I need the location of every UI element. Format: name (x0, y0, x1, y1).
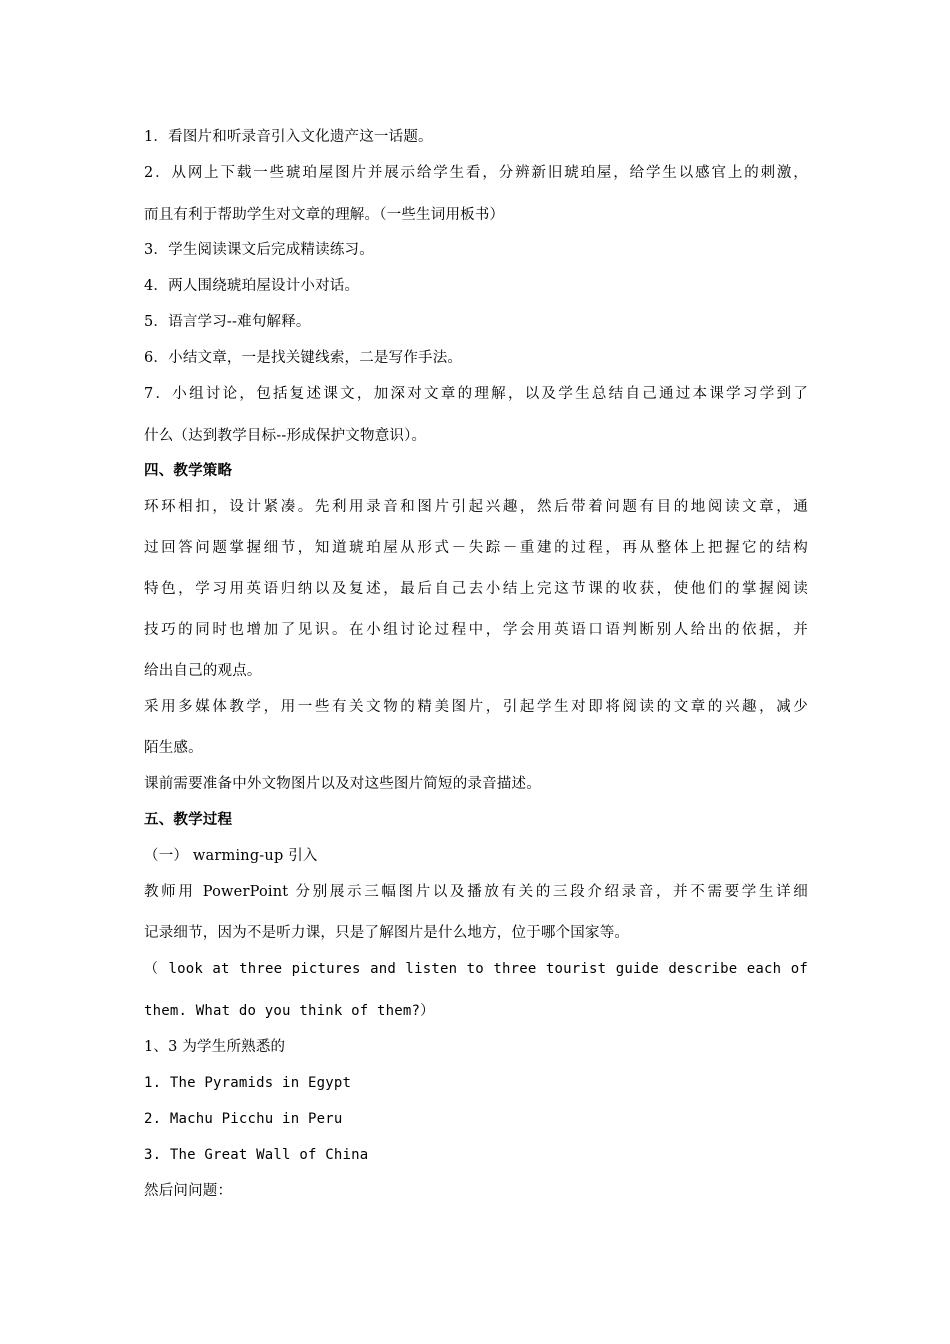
strategy-paragraph-line-3: 特色，学习用英语归纳以及复述，最后自己去小结上完这节课的收获，使他们的掌握阅读 (144, 581, 808, 597)
preparation-line: 课前需要准备中外文物图片以及对这些图片简短的录音描述。 (144, 776, 541, 792)
strategy-paragraph-line-2: 过回答问题掌握细节，知道琥珀屋从形式－失踪－重建的过程，再从整体上把握它的结构 (144, 540, 808, 556)
strategy-paragraph-line-5: 给出自己的观点。 (144, 663, 262, 679)
list-item-great-wall: 3. The Great Wall of China (144, 1147, 369, 1163)
section-heading-process: 五、教学过程 (144, 811, 233, 828)
multimedia-paragraph-line-2: 陌生感。 (144, 740, 203, 756)
strategy-paragraph-line-4: 技巧的同时也增加了见识。在小组讨论过程中，学会用英语口语判断别人给出的依据，并 (144, 622, 808, 638)
step-2-continued-line: 而且有利于帮助学生对文章的理解。（一些生词用板书） (144, 207, 505, 223)
english-instruction-line-2: them. What do you think of them?） (144, 1003, 435, 1019)
step-6-line: 6．小结文章，一是找关键线索，二是写作手法。 (144, 350, 463, 366)
warming-up-paragraph-line-2: 记录细节，因为不是听力课，只是了解图片是什么地方，位于哪个国家等。 (144, 925, 630, 941)
list-item-machu-picchu: 2. Machu Picchu in Peru (144, 1111, 343, 1127)
then-ask-questions-line: 然后问问题： (144, 1183, 233, 1199)
step-4-line: 4．两人围绕琥珀屋设计小对话。 (144, 278, 360, 294)
step-5-line: 5．语言学习--难句解释。 (144, 314, 311, 330)
subsection-warming-up: （一） warming-up 引入 (144, 848, 318, 864)
step-2-line: 2．从网上下载一些琥珀屋图片并展示给学生看，分辨新旧琥珀屋，给学生以感官上的刺激， (144, 165, 808, 181)
familiar-note-line: 1、3 为学生所熟悉的 (144, 1039, 286, 1055)
strategy-paragraph-line-1: 环环相扣，设计紧凑。先利用录音和图片引起兴趣，然后带着问题有目的地阅读文章，通 (144, 499, 808, 515)
step-7-continued-line: 什么（达到教学目标--形成保护文物意识）。 (144, 428, 427, 444)
step-1-line: 1．看图片和听录音引入文化遗产这一话题。 (144, 129, 433, 145)
section-heading-strategy: 四、教学策略 (144, 462, 233, 479)
step-7-line: 7．小组讨论，包括复述课文，加深对文章的理解，以及学生总结自己通过本课学习学到了 (144, 386, 808, 402)
list-item-pyramids: 1. The Pyramids in Egypt (144, 1075, 352, 1091)
multimedia-paragraph-line-1: 采用多媒体教学，用一些有关文物的精美图片，引起学生对即将阅读的文章的兴趣，减少 (144, 699, 808, 715)
warming-up-paragraph-line-1: 教师用 PowerPoint 分别展示三幅图片以及播放有关的三段介绍录音，并不需要学生详细 (144, 884, 808, 900)
english-instruction-line-1: （ look at three pictures and listen to three tourist guide describe each of (144, 961, 808, 977)
step-3-line: 3．学生阅读课文后完成精读练习。 (144, 242, 374, 258)
